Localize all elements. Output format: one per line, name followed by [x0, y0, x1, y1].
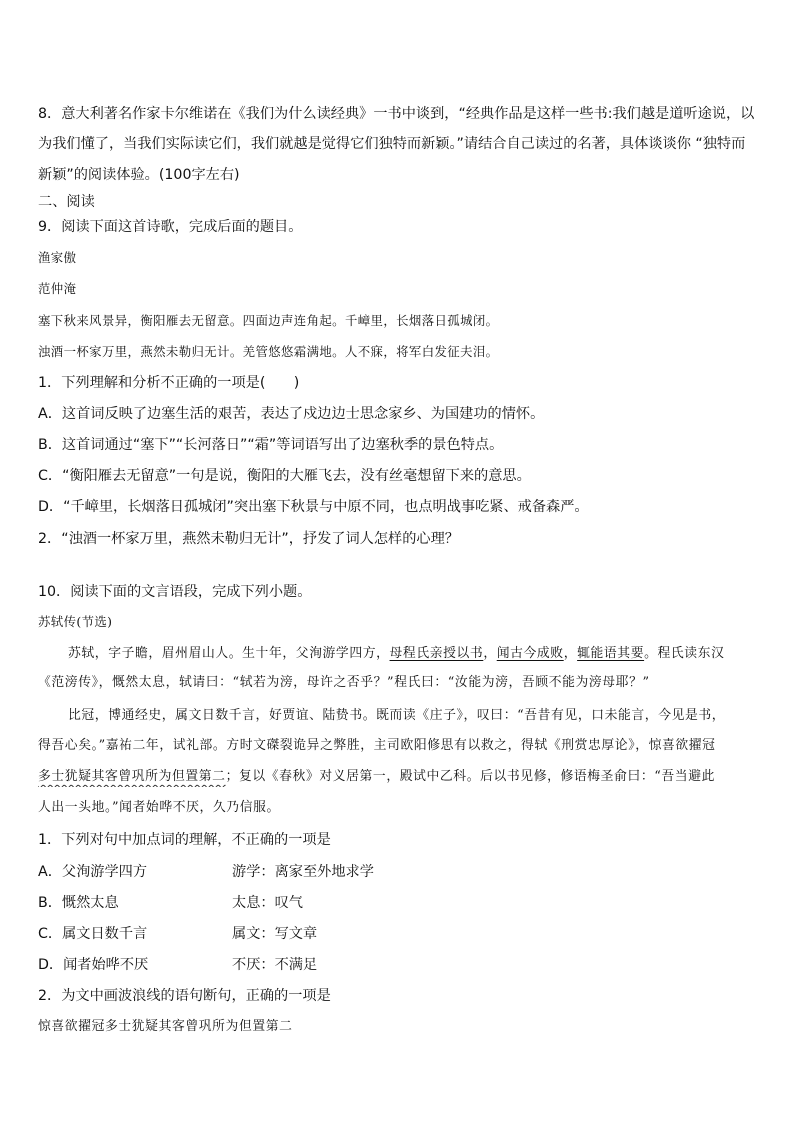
q9-option-c: C．“衡阳雁去无留意”一句是说，衡阳的大雁飞去，没有丝毫想留下来的意思。 [38, 468, 531, 484]
q9-prompt: 9．阅读下面这首诗歌，完成后面的题目。 [38, 219, 303, 235]
underlined-phrase: 母程氏亲授以书 [389, 646, 484, 661]
passage-text: ；复以《春秋》对义居第一，殿试中乙科。后以书见修，修语梅圣俞曰：“吾当避此 [225, 769, 715, 784]
q9-option-d: D．“千嶂里，长烟落日孤城闭”突出塞下秋景与中原不同，也点明战事吃紧、戒备森严。 [38, 499, 589, 515]
passage-p2-line2: 得吾心矣。”嘉祐二年，试礼部。方时文磔裂诡异之弊胜，主司欧阳修思有以救之，得轼《刑赏忠厚论》，惊喜欲擢冠 [38, 738, 716, 753]
passage-text: ， [483, 646, 497, 661]
q10-sub1: 1．下列对句中加点词的理解，不正确的一项是 [38, 832, 331, 848]
q8-line-2: 为我们懂了，当我们实际读它们，我们就越是觉得它们独特而新颖。”请结合自己读过的名著，具体谈谈你 “独特而 [38, 136, 746, 152]
q9-option-b: B．这首词通过“塞下”“长河落日”“霜”等词语写出了边塞秋季的景色特点。 [38, 437, 504, 453]
underlined-phrase: 闻古今成败 [496, 646, 564, 661]
q10-sub2: 2．为文中画波浪线的语句断句，正确的一项是 [38, 988, 331, 1004]
q10-sub2-sentence: 惊喜欲擢冠多士犹疑其客曾巩所为但置第二 [38, 1019, 293, 1034]
q10-option-d-gloss: 不厌：不满足 [232, 957, 318, 973]
q9-option-a: A．这首词反映了边塞生活的艰苦，表达了戍边边士思念家乡、为国建功的情怀。 [38, 406, 545, 422]
poem-line-1: 塞下秋来风景异，衡阳雁去无留意。四面边声连角起。千嶂里，长烟落日孤城闭。 [38, 313, 499, 328]
q8-line-3: 新颖”的阅读体验。(100字左右) [38, 167, 240, 183]
passage-p1-line2: 《范滂传》，慨然太息，轼请曰：“轼若为滂，母许之否乎？”程氏曰：“汝能为滂，吾顾不能为滂母耶？” [38, 675, 650, 690]
passage-text: 。程氏读东汉 [644, 646, 725, 661]
poem-line-2: 浊酒一杯家万里，燕然未勒归无计。羌管悠悠霜满地。人不寐，将军白发征夫泪。 [38, 344, 499, 359]
poem-author: 范仲淹 [38, 281, 77, 296]
passage-text: 苏轼，字子瞻，眉州眉山人。生十年，父洵游学四方， [68, 646, 390, 661]
q10-prompt: 10．阅读下面的文言语段，完成下列小题。 [38, 584, 312, 600]
q10-option-c: C．属文日数千言 [38, 926, 148, 942]
passage-p2-line1: 比冠，博通经史，属文日数千言，好贾谊、陆贽书。既而读《庄子》，叹曰：“吾昔有见，口未能言，今见是书， [68, 708, 726, 723]
passage-text: ， [563, 646, 578, 661]
text-title: 苏轼传(节选) [38, 614, 113, 629]
q10-option-b: B．慨然太息 [38, 895, 119, 911]
q10-option-b-gloss: 太息：叹气 [232, 895, 303, 911]
q8-line-1: 8．意大利著名作家卡尔维诺在《我们为什么读经典》一书中谈到，“经典作品是这样一些书:我们越是道听途说，以 [38, 106, 755, 122]
passage-p2-line4: 人出一头地。”闻者始哗不厌，久乃信服。 [38, 800, 280, 815]
q10-option-a-gloss: 游学：离家至外地求学 [232, 864, 374, 880]
passage-p2-line3 [38, 767, 760, 787]
q10-option-a: A．父洵游学四方 [38, 864, 148, 880]
poem-title: 渔家傲 [38, 250, 77, 265]
q10-option-d: D．闻者始哗不厌 [38, 957, 149, 973]
q9-sub2: 2．“浊酒一杯家万里，燕然未勒归无计”，抒发了词人怎样的心理？ [38, 531, 459, 547]
q9-sub1: 1．下列理解和分析不正确的一项是( ) [38, 375, 300, 391]
section-heading-reading: 二、阅读 [38, 194, 95, 210]
wavy-underlined-sentence: 多士犹疑其客曾巩所为但置第二 [38, 769, 226, 784]
q10-option-c-gloss: 属文：写文章 [232, 926, 318, 942]
passage-p1-line1 [68, 644, 760, 664]
underlined-phrase: 辄能语其要 [577, 646, 645, 661]
